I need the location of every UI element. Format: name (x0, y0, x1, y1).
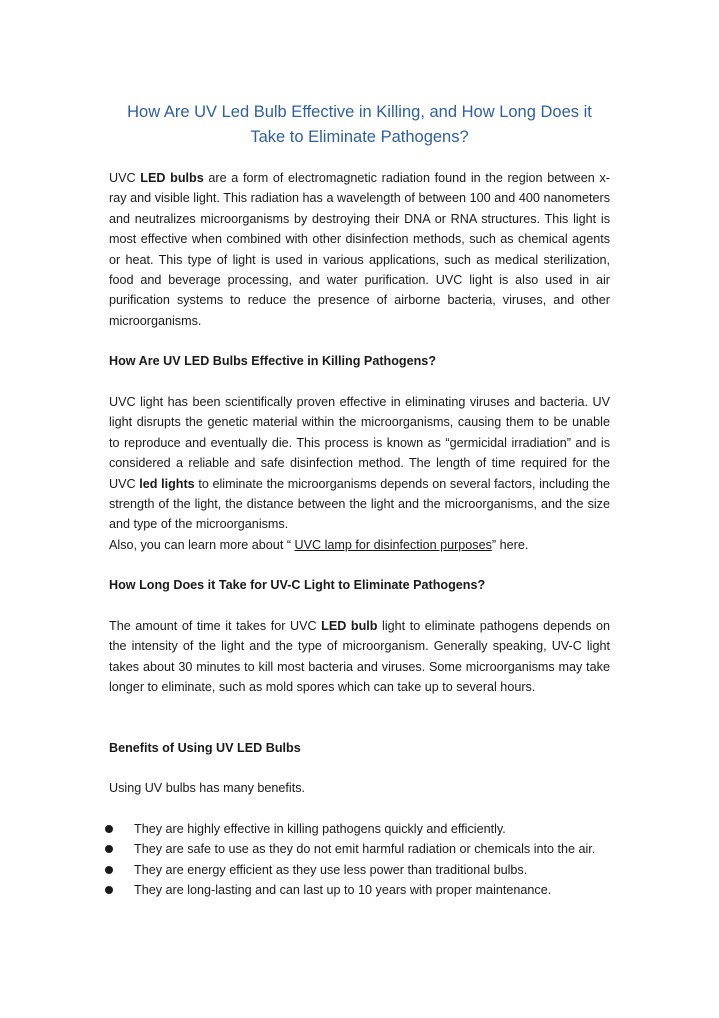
list-item (109, 819, 610, 839)
effectiveness-paragraph (109, 392, 610, 555)
section-heading-effectiveness: How Are UV LED Bulbs Effective in Killing Pathogens? (109, 354, 437, 368)
page-title (109, 100, 610, 150)
effectiveness-text-start: UVC light has been scientifically proven effective in eliminating viruses and bacteria. UV light disrupts the genetic material within the microorganisms, causing them to be unable to reproduce and eventually die. This process is known as “germicidal irradiation” and is considered a reliable and safe disinfection method. The length of time required for the UVC (109, 395, 610, 491)
intro-text-start: UVC (109, 171, 141, 185)
list-item-text: They are energy efficient as they use less power than traditional bulbs. (134, 862, 528, 877)
list-item-text: They are long-lasting and can last up to 10 years with proper maintenance. (134, 883, 552, 898)
duration-paragraph (109, 616, 610, 698)
duration-text-start: The amount of time it takes for UVC (109, 619, 322, 633)
bullet-dot-icon (105, 886, 113, 894)
uvc-lamp-link[interactable]: UVC lamp for disinfection purposes (294, 537, 492, 552)
section-heading-duration: How Long Does it Take for UV-C Light to Eliminate Pathogens? (109, 578, 486, 592)
title-line-2: Take to Eliminate Pathogens? (250, 128, 469, 146)
learn-more-prefix: Also, you can learn more about “ (109, 537, 295, 552)
learn-more-suffix: ” here. (491, 537, 529, 552)
benefits-intro: Using UV bulbs has many benefits. (109, 781, 306, 795)
duration-text-rest: light to eliminate pathogens depends on the intensity of the light and the type of microorganism. Generally speaking, UV-C light takes about 30 minutes to kill most bacteria and viruses. Some microorganisms may take longer to eliminate, such as mold spores which can take up to several hours. (109, 619, 610, 695)
duration-bold-term: LED bulb (321, 619, 378, 633)
bullet-dot-icon (105, 866, 113, 874)
bullet-dot-icon (105, 845, 113, 853)
list-item (109, 839, 610, 859)
list-item (109, 880, 610, 900)
list-item-text: They are highly effective in killing pathogens quickly and efficiently. (134, 822, 506, 836)
list-item (109, 860, 610, 880)
title-line-1: How Are UV Led Bulb Effective in Killing, and How Long Does it (127, 103, 592, 121)
intro-paragraph (109, 168, 610, 331)
bullet-dot-icon (105, 825, 113, 833)
benefits-list (109, 819, 610, 901)
section-heading-benefits: Benefits of Using UV LED Bulbs (109, 741, 301, 755)
intro-text-rest: are a form of electromagnetic radiation found in the region between x-ray and visible light. This radiation has a wavelength of between 100 and 400 nanometers and neutralizes microorganisms by destroying their DNA or RNA structures. This light is most effective when combined with other disinfection methods, such as chemical agents or heat. This type of light is used in various applications, such as medical sterilization, food and beverage processing, and water purification. UVC light is also used in air purification systems to reduce the presence of airborne bacteria, viruses, and other microorganisms. (109, 171, 610, 328)
list-item-text: They are safe to use as they do not emit harmful radiation or chemicals into the air. (134, 842, 596, 857)
effectiveness-text-rest: to eliminate the microorganisms depends on several factors, including the strength of the light, the distance between the light and the microorganisms, and the size and type of the microorganisms. (109, 476, 610, 532)
effectiveness-bold-term: led lights (139, 476, 195, 491)
intro-bold-term: LED bulbs (140, 171, 204, 185)
